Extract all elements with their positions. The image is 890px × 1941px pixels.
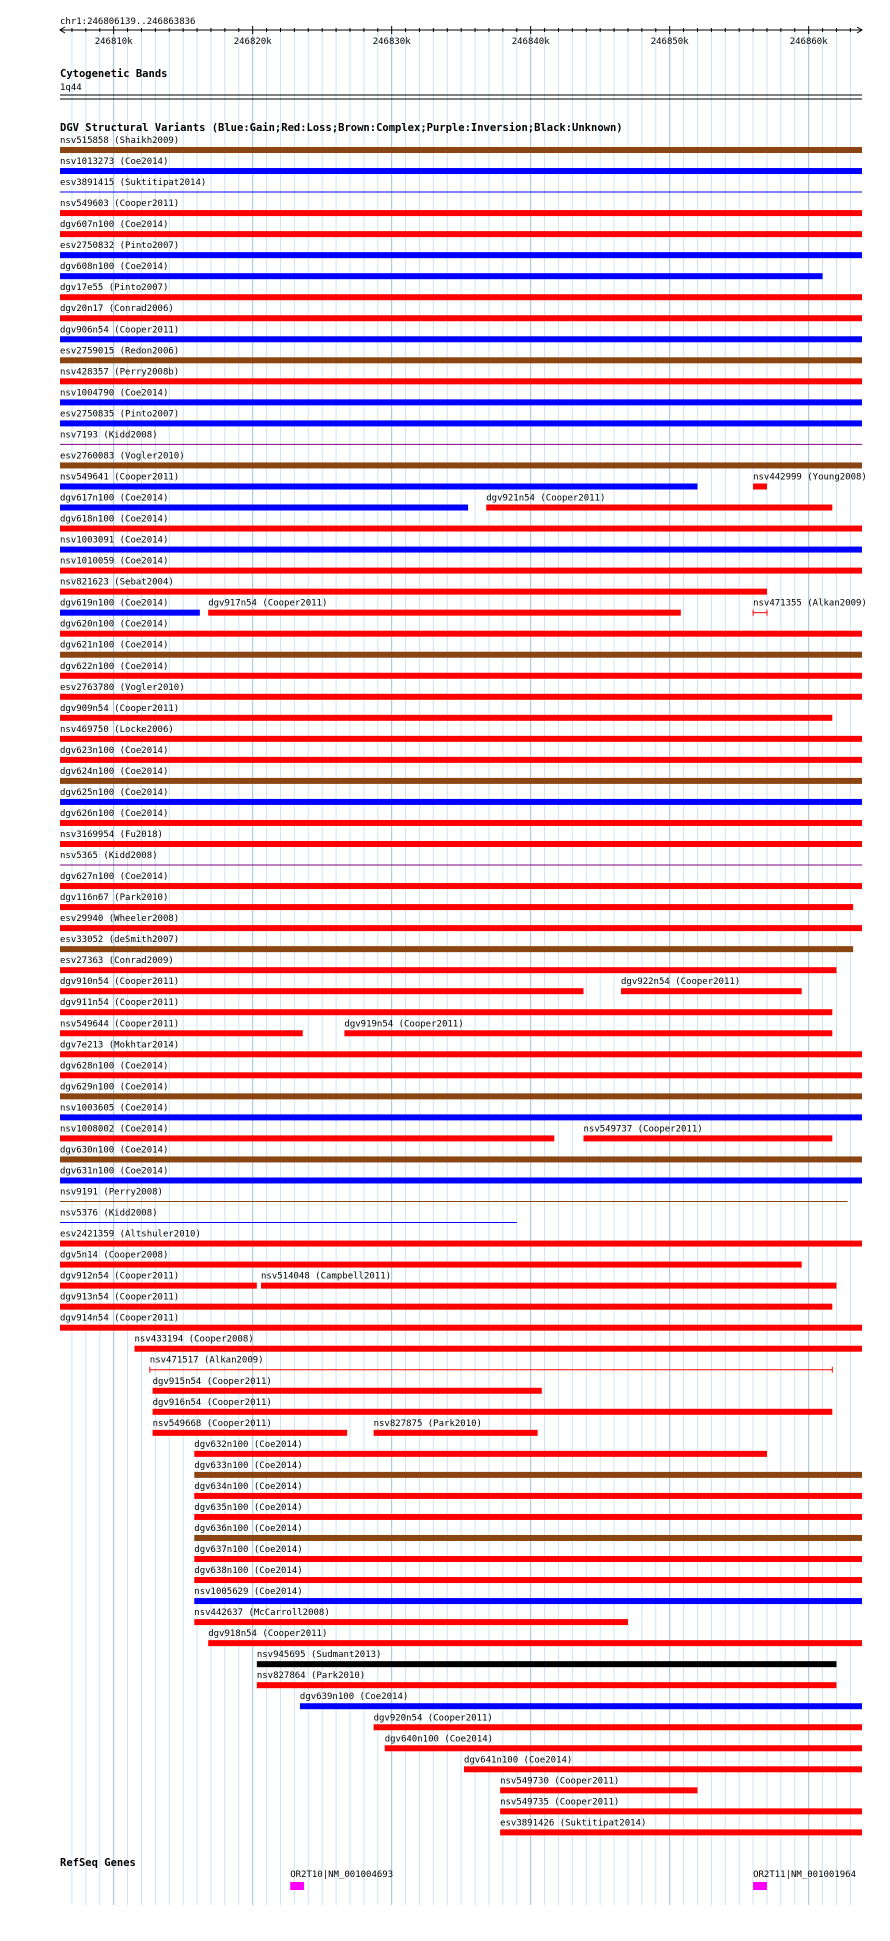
variant-label: nsv7193 (Kidd2008) [60,430,158,441]
variant-bar[interactable] [500,1808,862,1814]
variant-label: nsv1013273 (Coe2014) [60,157,169,168]
ruler-tick-label: 246810k [94,37,133,47]
variant-label: nsv549730 (Cooper2011) [500,1776,620,1787]
variant-label: nsv549644 (Cooper2011) [60,1019,180,1030]
variant-label: nsv945695 (Sudmant2013) [256,1650,382,1661]
variant-label: esv3891426 (Suktitipat2014) [500,1818,647,1829]
variant-label: dgv7e213 (Mokhtar2014) [60,1040,180,1051]
variant-bar[interactable] [753,483,767,489]
variant-label: nsv442999 (Young2008) [753,472,867,483]
variant-bar[interactable] [344,1030,832,1036]
variant-bar[interactable] [60,988,583,994]
variant-bar[interactable] [60,399,862,405]
variant-label: dgv916n54 (Cooper2011) [152,1397,272,1408]
variant-label: nsv821623 (Sebat2004) [60,577,174,588]
variant-label: nsv1005629 (Coe2014) [194,1587,303,1598]
variant-bar[interactable] [60,757,862,763]
variant-label: dgv20n17 (Conrad2006) [60,304,174,315]
variant-label: dgv632n100 (Coe2014) [194,1439,303,1450]
variant-bar[interactable] [60,1304,832,1310]
variant-label: dgv624n100 (Coe2014) [60,766,169,777]
variant-label: esv3891415 (Suktitipat2014) [60,178,207,189]
variant-bar[interactable] [153,1388,542,1394]
variant-label: nsv827864 (Park2010) [256,1671,366,1682]
variant-bar[interactable] [374,1430,538,1436]
variant-label: nsv514048 (Campbell2011) [261,1271,392,1282]
variant-label: dgv919n54 (Cooper2011) [344,1019,464,1030]
variant-bar[interactable] [60,946,853,952]
variant-bar[interactable] [60,315,862,321]
variant-label: esv2760083 (Vogler2010) [60,451,185,462]
variant-label: nsv1003091 (Coe2014) [60,535,169,546]
variant-label: dgv626n100 (Coe2014) [60,808,169,819]
variant-label: dgv608n100 (Coe2014) [60,262,169,273]
variant-label: dgv620n100 (Coe2014) [60,619,169,630]
gene-exon[interactable] [290,1882,304,1890]
variant-label: nsv471517 (Alkan2009) [149,1355,264,1366]
variant-label: nsv1004790 (Coe2014) [60,388,169,399]
variant-bar[interactable] [60,505,468,511]
variant-label: dgv910n54 (Cooper2011) [60,977,180,988]
variant-label: dgv629n100 (Coe2014) [60,1082,169,1093]
variant-bar[interactable] [60,1009,832,1015]
position-label: chr1:246806139..246863836 [60,17,196,27]
variant-bar[interactable] [464,1766,862,1772]
refseq-track-title[interactable]: RefSeq Genes [60,1857,136,1869]
variant-bar[interactable] [194,1514,862,1520]
variant-label: esv29940 (Wheeler2008) [60,914,180,925]
variant-bar[interactable] [60,336,862,342]
variant-bar[interactable] [257,1661,837,1667]
variant-label: nsv549737 (Cooper2011) [583,1124,703,1135]
variant-bar[interactable] [486,505,832,511]
variant-label: nsv428357 (Perry2008b) [60,367,180,378]
variant-label: dgv634n100 (Coe2014) [194,1481,303,1492]
variant-bar[interactable] [194,1598,862,1604]
variant-bar[interactable] [60,420,862,426]
variant-bar[interactable] [60,715,832,721]
gene-exon[interactable] [753,1882,767,1890]
variant-label: nsv1010059 (Coe2014) [60,556,169,567]
variant-bar[interactable] [194,1451,767,1457]
variant-label: dgv619n100 (Coe2014) [60,598,169,609]
variant-bar[interactable] [208,610,681,616]
variant-label: dgv622n100 (Coe2014) [60,661,169,672]
variant-bar[interactable] [60,547,862,553]
variant-bar[interactable] [385,1745,862,1751]
variant-bar[interactable] [60,147,862,153]
variant-bar[interactable] [60,1177,862,1183]
variant-label: esv2750832 (Pinto2007) [60,241,180,252]
variant-label: dgv630n100 (Coe2014) [60,1145,169,1156]
cytoband-label: 1q44 [60,83,82,93]
variant-label: esv33052 (deSmith2007) [60,935,180,946]
variant-label: esv27363 (Conrad2009) [60,956,174,967]
variant-label: dgv5n14 (Cooper2008) [60,1250,169,1261]
variant-label: dgv638n100 (Coe2014) [194,1566,303,1577]
variant-bar[interactable] [60,168,862,174]
variant-bar[interactable] [60,1262,802,1268]
variant-bar[interactable] [500,1787,697,1793]
variant-bar[interactable] [208,1640,862,1646]
variant-label: dgv623n100 (Coe2014) [60,745,169,756]
variant-bar[interactable] [60,841,862,847]
variant-bar[interactable] [60,483,697,489]
variant-label: nsv549735 (Cooper2011) [500,1797,620,1808]
variant-bar[interactable] [60,1114,862,1120]
ruler-tick-label: 246860k [789,37,828,47]
variant-label: nsv5365 (Kidd2008) [60,851,158,862]
variant-bar[interactable] [60,294,862,300]
ruler-tick-label: 246840k [511,37,550,47]
variant-label: nsv549668 (Cooper2011) [152,1418,272,1429]
variant-bar[interactable] [60,273,823,279]
variant-bar[interactable] [60,1072,862,1078]
variant-bar[interactable] [60,883,862,889]
variant-bar[interactable] [300,1703,862,1709]
variant-label: dgv911n54 (Cooper2011) [60,998,180,1009]
variant-bar[interactable] [60,652,862,658]
variant-label: dgv116n67 (Park2010) [60,893,169,904]
variant-bar[interactable] [194,1556,862,1562]
variant-label: dgv637n100 (Coe2014) [194,1545,303,1556]
variant-bar[interactable] [60,820,862,826]
variant-label: esv2759015 (Redon2006) [60,346,180,357]
variant-label: dgv913n54 (Cooper2011) [60,1292,180,1303]
variant-label: nsv5376 (Kidd2008) [60,1208,158,1219]
variant-label: dgv17e55 (Pinto2007) [60,283,169,294]
variant-bar[interactable] [60,610,200,616]
variant-bar[interactable] [60,1325,862,1331]
variant-bar[interactable] [60,1030,303,1036]
variant-bar[interactable] [194,1472,862,1478]
variant-bar[interactable] [60,378,862,384]
variant-bar[interactable] [60,925,862,931]
variant-label: dgv621n100 (Coe2014) [60,640,169,651]
variant-bar[interactable] [60,1051,862,1057]
variant-label: nsv433194 (Cooper2008) [134,1334,254,1345]
variant-label: nsv515858 (Shaikh2009) [60,136,180,146]
variant-label: nsv1003605 (Coe2014) [60,1103,169,1114]
variant-label: dgv635n100 (Coe2014) [194,1502,303,1513]
ruler-tick-label: 246830k [372,37,411,47]
variant-label: nsv442637 (McCarroll2008) [194,1608,330,1619]
variant-label: nsv469750 (Locke2006) [60,724,174,735]
variant-label: nsv1008002 (Coe2014) [60,1124,169,1135]
variant-label: nsv3169954 (Fu2018) [60,829,163,840]
variant-label: dgv617n100 (Coe2014) [60,493,169,504]
variant-label: dgv628n100 (Coe2014) [60,1061,169,1072]
variant-bar[interactable] [60,673,862,679]
cytoband-track-title[interactable]: Cytogenetic Bands [60,68,168,80]
variant-label: dgv914n54 (Cooper2011) [60,1313,180,1324]
variant-bar[interactable] [374,1724,862,1730]
variant-bar[interactable] [60,1093,862,1099]
variant-bar[interactable] [60,462,862,468]
variant-label: dgv640n100 (Coe2014) [384,1734,494,1745]
variant-label: nsv549603 (Cooper2011) [60,199,180,210]
variant-label: esv2763780 (Vogler2010) [60,682,185,693]
variant-bar[interactable] [194,1619,628,1625]
variant-bar[interactable] [500,1829,862,1835]
variant-bar[interactable] [153,1409,833,1415]
ruler-tick-label: 246820k [233,37,272,47]
variant-label: dgv912n54 (Cooper2011) [60,1271,180,1282]
variant-label: dgv922n54 (Cooper2011) [621,977,741,988]
variant-label: esv2750835 (Pinto2007) [60,409,180,420]
variant-bar[interactable] [194,1577,862,1583]
variant-bar[interactable] [261,1283,836,1289]
variant-label: dgv607n100 (Coe2014) [60,220,169,231]
variant-bar[interactable] [153,1430,348,1436]
variant-label: dgv641n100 (Coe2014) [463,1755,573,1766]
variant-bar[interactable] [60,1241,862,1247]
variant-label: dgv631n100 (Coe2014) [60,1166,169,1177]
variant-bar[interactable] [60,252,862,258]
variant-label: dgv618n100 (Coe2014) [60,514,169,525]
variant-label: nsv471355 (Alkan2009) [753,598,867,609]
variant-bar[interactable] [60,231,862,237]
variant-label: dgv920n54 (Cooper2011) [373,1713,493,1724]
variant-label: dgv636n100 (Coe2014) [194,1523,303,1534]
variant-bar[interactable] [194,1493,862,1499]
variant-bar[interactable] [60,631,862,637]
variant-label: dgv906n54 (Cooper2011) [60,325,180,336]
variant-label: dgv917n54 (Cooper2011) [208,598,328,609]
variant-bar[interactable] [194,1535,862,1541]
variant-bar[interactable] [60,1135,554,1141]
variant-label: dgv918n54 (Cooper2011) [208,1629,328,1640]
variant-bar[interactable] [60,526,862,532]
variant-label: dgv909n54 (Cooper2011) [60,703,180,714]
variant-bar[interactable] [60,904,853,910]
gene-label: OR2T11|NM_001001964 [753,1870,857,1880]
variant-label: dgv625n100 (Coe2014) [60,787,169,798]
variant-bar[interactable] [60,736,862,742]
variant-label: nsv549641 (Cooper2011) [60,472,180,483]
variant-bar[interactable] [60,694,862,700]
variant-label: nsv9191 (Perry2008) [60,1187,163,1198]
variant-bar[interactable] [583,1135,832,1141]
variant-label: dgv633n100 (Coe2014) [194,1460,303,1471]
variant-bar[interactable] [60,967,836,973]
variant-label: dgv627n100 (Coe2014) [60,872,169,883]
ruler-tick-label: 246850k [650,37,689,47]
variant-label: dgv915n54 (Cooper2011) [152,1376,272,1387]
variant-bar[interactable] [60,799,862,805]
variant-label: esv2421359 (Altshuler2010) [60,1229,201,1240]
variant-bar[interactable] [60,778,862,784]
variant-bar[interactable] [60,1283,257,1289]
variant-bar[interactable] [60,357,862,363]
variant-label: dgv639n100 (Coe2014) [299,1692,409,1703]
variant-bar[interactable] [60,589,767,595]
gene-label: OR2T10|NM_001004693 [290,1870,394,1880]
variant-label: nsv827875 (Park2010) [373,1418,482,1429]
variant-bar[interactable] [257,1682,837,1688]
variant-bar[interactable] [60,210,862,216]
variant-bar[interactable] [135,1346,862,1352]
variant-bar[interactable] [621,988,802,994]
dgv-track-title[interactable]: DGV Structural Variants (Blue:Gain;Red:Loss;Brown:Complex;Purple:Inversion;Black:Unknown) [60,122,623,134]
variant-label: dgv921n54 (Cooper2011) [486,493,606,504]
variant-bar[interactable] [60,568,862,574]
variant-bar[interactable] [60,1156,862,1162]
